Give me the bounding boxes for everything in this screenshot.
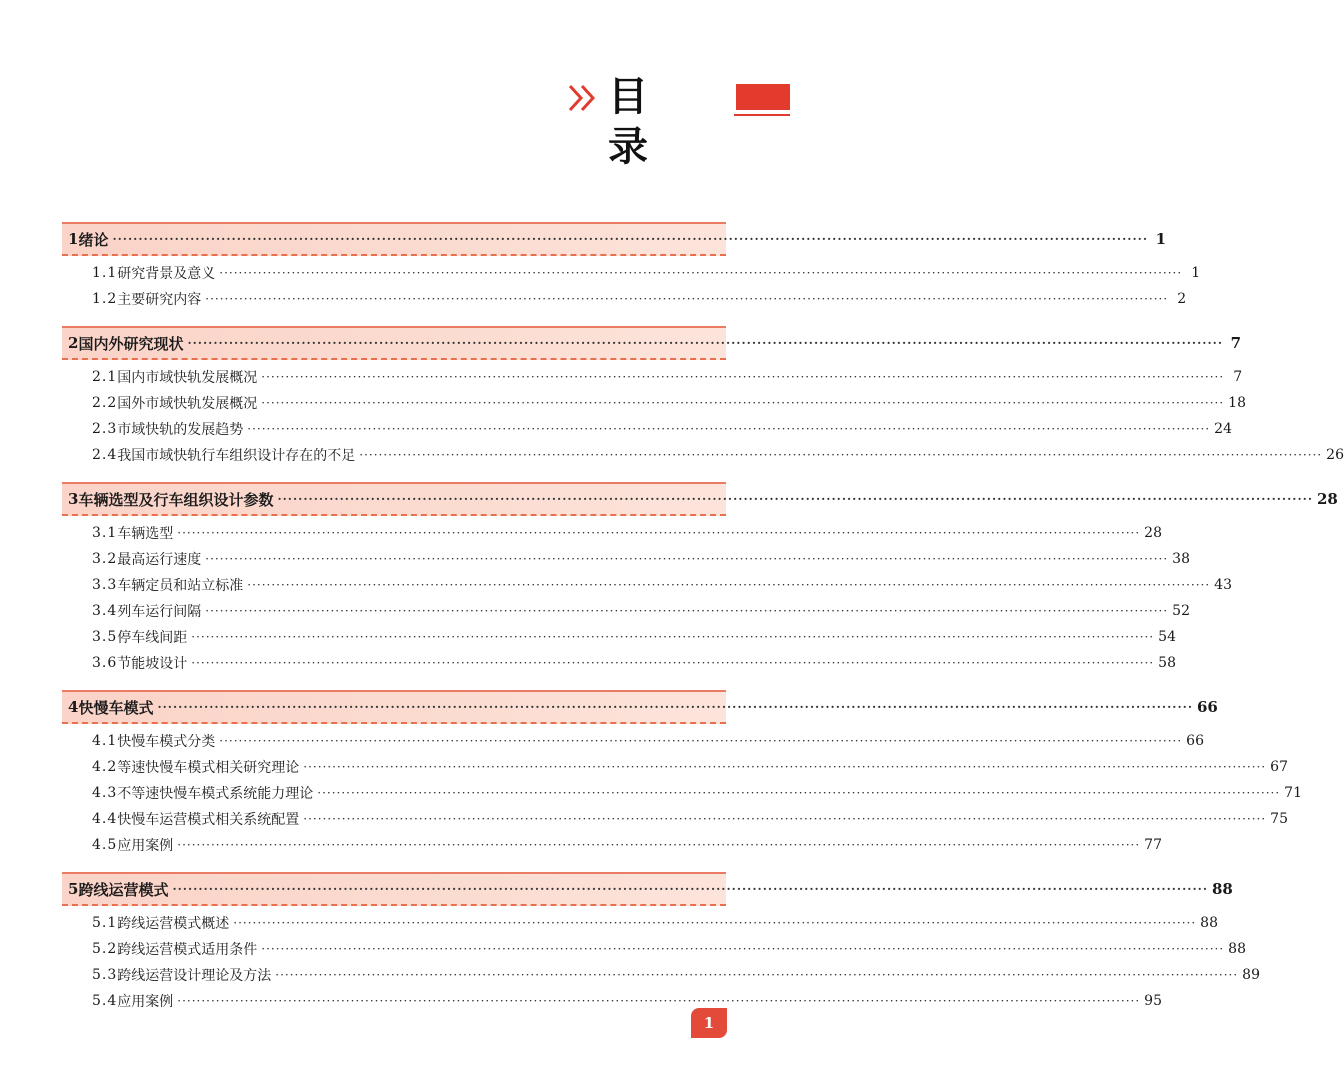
- chapter-page: 88: [1212, 880, 1233, 898]
- section-number: 4.1: [92, 733, 118, 749]
- section-title: 国内市域快轨发展概况: [117, 370, 258, 386]
- section-row[interactable]: [62, 728, 1204, 754]
- section-row[interactable]: [62, 598, 1190, 624]
- section-page: 18: [1228, 395, 1246, 411]
- chapter-number: 3: [68, 490, 79, 508]
- chapter-number: 5: [68, 880, 79, 898]
- section-title: 快慢车模式分类: [117, 734, 216, 750]
- dot-leader: ········································································································································································································: [261, 396, 1225, 410]
- section-number: 5.2: [92, 941, 118, 957]
- page-number-badge: 1: [691, 1008, 727, 1038]
- chapter-title: 绪论: [78, 230, 109, 249]
- chapter-page: 1: [1155, 230, 1166, 248]
- section-title: 跨线运营模式适用条件: [117, 942, 258, 958]
- section-title: 节能坡设计: [117, 656, 188, 672]
- chapter-row[interactable]: [62, 690, 1218, 724]
- dot-leader: ········································································································································································································: [219, 734, 1183, 748]
- section-number: 3.4: [92, 603, 118, 619]
- section-title: 应用案例: [117, 838, 174, 854]
- section-number: 1.2: [92, 291, 118, 307]
- section-title: 跨线运营设计理论及方法: [117, 968, 272, 984]
- section-number: 2.3: [92, 421, 118, 437]
- dot-leader: ········································································································································································································: [177, 994, 1141, 1008]
- chapter-row[interactable]: [62, 872, 1233, 906]
- dot-leader: ········································································································································································································: [275, 968, 1239, 982]
- dot-leader: ········································································································································································································: [172, 882, 1208, 896]
- section-title: 应用案例: [117, 994, 174, 1010]
- double-chevron-icon: [566, 80, 602, 116]
- section-page: 88: [1200, 915, 1218, 931]
- section-number: 2.1: [92, 369, 118, 385]
- section-list: [62, 256, 1201, 318]
- section-page: 89: [1242, 967, 1260, 983]
- section-row[interactable]: [62, 780, 1302, 806]
- chapter-title: 快慢车模式: [78, 698, 154, 717]
- chapter-row[interactable]: [62, 482, 1338, 516]
- section-row[interactable]: [62, 546, 1190, 572]
- section-page: 26: [1326, 447, 1344, 463]
- chapter-number: 2: [68, 334, 79, 352]
- section-title: 研究背景及意义: [117, 266, 216, 282]
- section-number: 5.3: [92, 967, 118, 983]
- dot-leader: ········································································································································································································: [303, 812, 1267, 826]
- dot-leader: ········································································································································································································: [177, 838, 1141, 852]
- section-page: 2: [1177, 291, 1187, 307]
- dot-leader: ········································································································································································································: [277, 492, 1313, 506]
- section-title: 我国市域快轨行车组织设计存在的不足: [117, 448, 356, 464]
- section-page: 66: [1186, 733, 1204, 749]
- section-row[interactable]: [62, 988, 1162, 1014]
- dot-leader: ········································································································································································································: [112, 232, 1148, 246]
- dot-leader: ········································································································································································································: [157, 700, 1193, 714]
- chapter-title: 国内外研究现状: [78, 334, 184, 353]
- chapter-title: 跨线运营模式: [78, 880, 169, 899]
- dot-leader: ········································································································································································································: [247, 578, 1211, 592]
- dot-leader: ········································································································································································································: [219, 266, 1183, 280]
- section-row[interactable]: [62, 910, 1218, 936]
- section-row[interactable]: [62, 936, 1246, 962]
- section-row[interactable]: [62, 650, 1176, 676]
- section-number: 4.2: [92, 759, 118, 775]
- section-page: 43: [1214, 577, 1232, 593]
- section-list: [62, 724, 1302, 864]
- section-page: 1: [1191, 265, 1201, 281]
- section-number: 3.6: [92, 655, 118, 671]
- section-title: 不等速快慢车模式系统能力理论: [117, 786, 314, 802]
- chapter-title: 车辆选型及行车组织设计参数: [78, 490, 274, 509]
- dot-leader: ········································································································································································································: [233, 916, 1197, 930]
- section-page: 88: [1228, 941, 1246, 957]
- section-title: 快慢车运营模式相关系统配置: [117, 812, 300, 828]
- section-title: 国外市域快轨发展概况: [117, 396, 258, 412]
- section-page: 75: [1270, 811, 1288, 827]
- section-row[interactable]: [62, 572, 1232, 598]
- dot-leader: ········································································································································································································: [205, 292, 1169, 306]
- section-row[interactable]: [62, 416, 1232, 442]
- section-row[interactable]: [62, 364, 1243, 390]
- dot-leader: ········································································································································································································: [191, 656, 1155, 670]
- section-number: 4.5: [92, 837, 118, 853]
- section-row[interactable]: [62, 832, 1162, 858]
- dot-leader: ········································································································································································································: [261, 370, 1225, 384]
- section-row[interactable]: [62, 754, 1288, 780]
- chapter-number: 4: [68, 698, 79, 716]
- toc-header: [566, 74, 790, 170]
- section-page: 58: [1158, 655, 1176, 671]
- section-row[interactable]: [62, 390, 1246, 416]
- section-title: 市域快轨的发展趋势: [117, 422, 244, 438]
- section-number: 3.1: [92, 525, 118, 541]
- title-accent-bar: [736, 84, 790, 110]
- section-number: 5.4: [92, 993, 118, 1009]
- section-page: 67: [1270, 759, 1288, 775]
- dot-leader: ········································································································································································································: [247, 422, 1211, 436]
- section-title: 车辆定员和站立标准: [117, 578, 244, 594]
- section-page: 24: [1214, 421, 1232, 437]
- section-number: 4.3: [92, 785, 118, 801]
- dot-leader: ········································································································································································································: [191, 630, 1155, 644]
- section-title: 等速快慢车模式相关研究理论: [117, 760, 300, 776]
- page-title: 目 录: [608, 74, 684, 170]
- section-row[interactable]: [62, 962, 1260, 988]
- chapter-row[interactable]: [62, 326, 1241, 360]
- section-page: 71: [1284, 785, 1302, 801]
- section-number: 5.1: [92, 915, 118, 931]
- section-list: [62, 906, 1260, 1020]
- chapter-page: 28: [1317, 490, 1338, 508]
- chapter-page: 66: [1197, 698, 1218, 716]
- section-row[interactable]: [62, 442, 1344, 468]
- section-number: 4.4: [92, 811, 118, 827]
- dot-leader: ········································································································································································································: [177, 526, 1141, 540]
- section-page: 38: [1172, 551, 1190, 567]
- section-page: 95: [1144, 993, 1162, 1009]
- dot-leader: ········································································································································································································: [261, 942, 1225, 956]
- dot-leader: ········································································································································································································: [187, 336, 1223, 350]
- section-title: 车辆选型: [117, 526, 174, 542]
- chapter-page: 7: [1230, 334, 1241, 352]
- section-number: 1.1: [92, 265, 118, 281]
- section-row[interactable]: [62, 520, 1162, 546]
- dot-leader: ········································································································································································································: [205, 604, 1169, 618]
- dot-leader: ········································································································································································································: [317, 786, 1281, 800]
- section-number: 3.5: [92, 629, 118, 645]
- section-page: 28: [1144, 525, 1162, 541]
- section-number: 2.2: [92, 395, 118, 411]
- section-list: [62, 360, 1344, 474]
- section-row[interactable]: [62, 286, 1187, 312]
- chapter-row[interactable]: [62, 222, 1166, 256]
- section-title: 跨线运营模式概述: [117, 916, 230, 932]
- section-title: 列车运行间隔: [117, 604, 202, 620]
- chapter-number: 1: [68, 230, 79, 248]
- section-page: 77: [1144, 837, 1162, 853]
- section-number: 3.2: [92, 551, 118, 567]
- dot-leader: ········································································································································································································: [359, 448, 1323, 462]
- section-title: 主要研究内容: [117, 292, 202, 308]
- section-number: 3.3: [92, 577, 118, 593]
- section-list: [62, 516, 1232, 682]
- section-row[interactable]: [62, 260, 1201, 286]
- section-title: 停车线间距: [117, 630, 188, 646]
- section-row[interactable]: [62, 806, 1288, 832]
- dot-leader: ········································································································································································································: [303, 760, 1267, 774]
- section-page: 52: [1172, 603, 1190, 619]
- section-page: 54: [1158, 629, 1176, 645]
- section-page: 7: [1233, 369, 1243, 385]
- table-of-contents: [62, 222, 1344, 1020]
- section-row[interactable]: [62, 624, 1176, 650]
- section-title: 最高运行速度: [117, 552, 202, 568]
- section-number: 2.4: [92, 447, 118, 463]
- dot-leader: ········································································································································································································: [205, 552, 1169, 566]
